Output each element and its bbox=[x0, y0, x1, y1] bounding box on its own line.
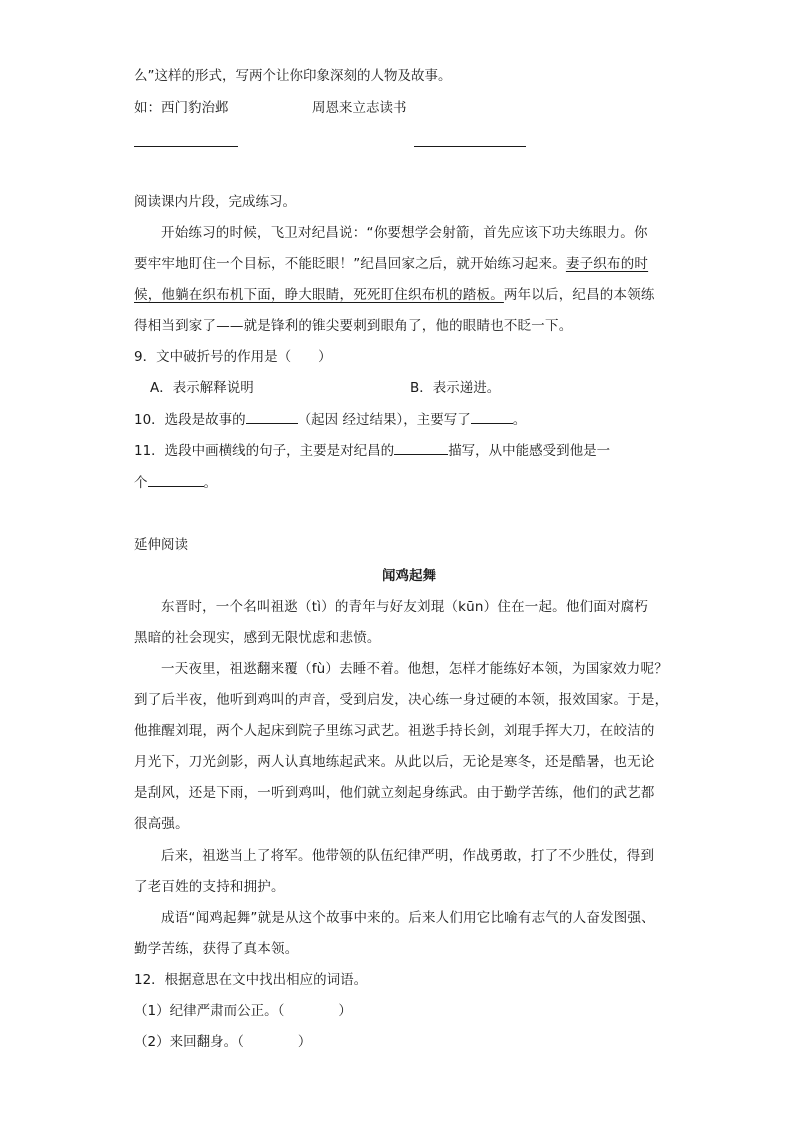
story-line: 是刮风，还是下雨，一听到鸡叫，他们就立刻起身练武。由于勤学苦练，他们的武艺都 bbox=[134, 785, 655, 801]
story-line: 黑暗的社会现实，感到无限忧虑和悲愤。 bbox=[134, 630, 381, 646]
story-title: 闻鸡起舞 bbox=[382, 568, 436, 584]
story-line: 到了后半夜，他听到鸡叫的声音，受到启发，决心练一身过硬的本领，报效国家。于是， bbox=[134, 692, 669, 708]
story-line: 成语“闻鸡起舞”就是从这个故事中来的。后来人们用它比喻有志气的人奋发图强、 bbox=[161, 910, 655, 926]
passage-line: 得相当到家了——就是锋利的锥尖要刺到眼角了，他的眼睛也不眨一下。 bbox=[134, 318, 573, 334]
answer-blank[interactable] bbox=[246, 409, 298, 424]
example-first: 如：西门豹治邺 bbox=[134, 100, 229, 116]
question-text: 个 bbox=[134, 475, 148, 491]
story-line: 后来，祖逖当上了将军。他带领的队伍纪律严明，作战勇敢，打了不少胜仗，得到 bbox=[161, 848, 655, 864]
story-line: 勤学苦练，获得了真本领。 bbox=[134, 941, 299, 957]
story-line: 东晋时，一个名叫祖逖（tì）的青年与好友刘琨（kūn）住在一起。他们面对腐朽 bbox=[161, 599, 649, 615]
story-line: 了老百姓的支持和拥护。 bbox=[134, 879, 285, 895]
question-text: （起因 经过结果），主要写了 bbox=[297, 412, 471, 428]
question-12-item-1[interactable]: （1）纪律严肃而公正。（ ） bbox=[134, 1003, 352, 1019]
passage-line bbox=[134, 285, 655, 305]
question-text: 11．选段中画横线的句子，主要是对纪昌的 bbox=[134, 443, 395, 459]
story-line: 一天夜里，祖逖翻来覆（fù）去睡不着。他想，怎样才能练好本领，为国家效力呢？ bbox=[161, 661, 668, 677]
answer-blank[interactable] bbox=[471, 409, 513, 424]
option-a[interactable]: A．表示解释说明 bbox=[150, 380, 254, 396]
example-second: 周恩来立志读书 bbox=[312, 100, 407, 116]
question-9: 9．文中破折号的作用是（ ） bbox=[134, 349, 332, 365]
section-label: 延伸阅读 bbox=[134, 537, 188, 553]
question-text: 。 bbox=[512, 412, 527, 428]
answer-blank-1[interactable] bbox=[134, 146, 238, 147]
question-text: 10．选段是故事的 bbox=[134, 412, 246, 428]
option-b[interactable]: B．表示递进。 bbox=[410, 380, 501, 396]
underlined-sentence: 妻子织布的时 bbox=[565, 256, 649, 272]
underlined-sentence: 候，他躺在织布机下面，睁大眼睛，死死盯住织布机的踏板。 bbox=[134, 287, 504, 303]
story-line: 他推醒刘琨，两个人起床到院子里练习武艺。祖逖手持长剑，刘琨手挥大刀，在皎洁的 bbox=[134, 723, 655, 739]
question-11-cont bbox=[134, 472, 217, 493]
reading-instruction: 阅读课内片段，完成练习。 bbox=[134, 194, 296, 210]
question-text: 。 bbox=[203, 475, 217, 491]
passage-line: 开始练习的时候，飞卫对纪昌说：“你要想学会射箭，首先应该下功夫练眼力。你 bbox=[161, 225, 648, 241]
passage-text: 要牢牢地盯住一个目标，不能眨眼！”纪昌回家之后，就开始练习起来。 bbox=[134, 256, 566, 272]
question-10 bbox=[134, 409, 526, 430]
story-line: 很高强。 bbox=[134, 816, 189, 832]
answer-blank[interactable] bbox=[394, 440, 448, 455]
answer-blank[interactable] bbox=[148, 472, 204, 487]
question-12-item-2[interactable]: （2）来回翻身。（ ） bbox=[134, 1034, 312, 1050]
question-12: 12．根据意思在文中找出相应的词语。 bbox=[134, 972, 368, 988]
passage-text: 两年以后，纪昌的本领练 bbox=[503, 287, 655, 303]
question-text: 描写，从中能感受到他是一 bbox=[448, 443, 611, 459]
story-line: 月光下，刀光剑影，两人认真地练起武来。从此以后，无论是寒冬，还是酷暑，也无论 bbox=[134, 754, 655, 770]
passage-line bbox=[134, 254, 648, 274]
intro-line: 么”这样的形式，写两个让你印象深刻的人物及故事。 bbox=[134, 68, 452, 84]
answer-blank-2[interactable] bbox=[414, 146, 526, 147]
question-11 bbox=[134, 440, 610, 461]
